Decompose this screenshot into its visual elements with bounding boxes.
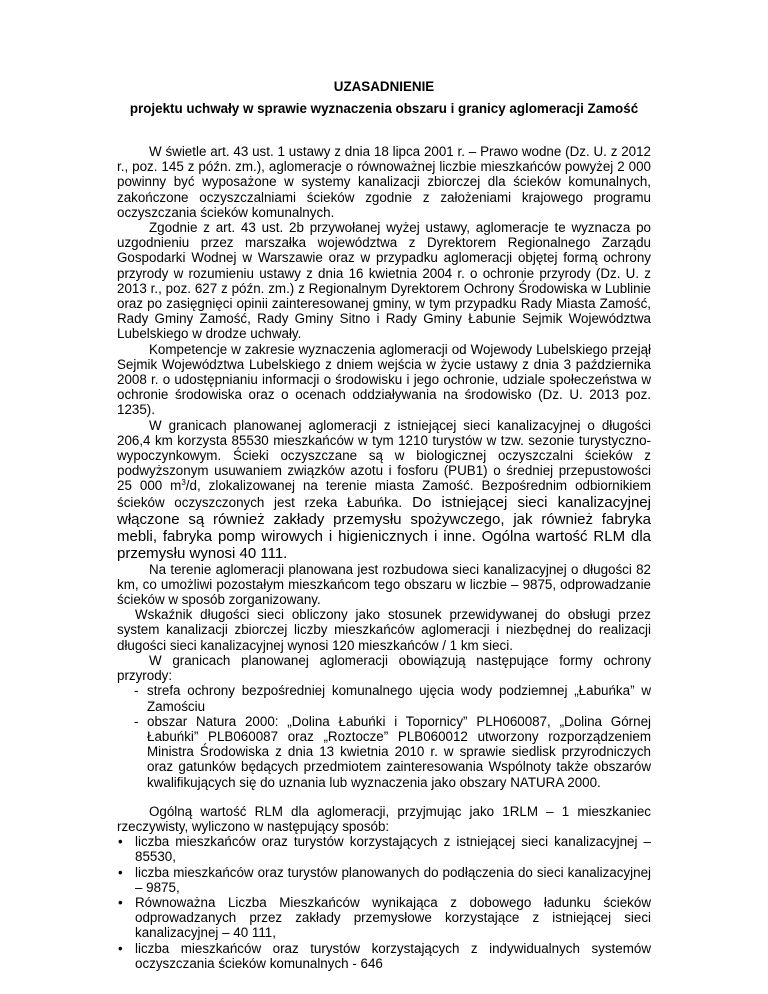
rlm-components-list — [117, 834, 651, 971]
list-item-text: obszar Natura 2000: „Dolina Łabuńki i Topornicy” PLH060087, „Dolina Górnej Łabuńki” PLB060087 oraz „Roztocze” PLB060012 utworzony rozporządzeniem Ministra Środowiska z dnia 13 kwietnia 2010 r. w sprawie siedlisk przyrodniczych oraz gatunków będących przedmiotem zainteresowania Wspólnoty także obszarów kwalifikujących się do uznania lub wyznaczenia jako obszary NATURA 2000. — [147, 713, 651, 790]
dash-marker: - — [134, 713, 139, 729]
paragraph-legal-basis: W świetle art. 43 ust. 1 ustawy z dnia 18 lipca 2001 r. – Prawo wodne (Dz. U. z 2012 r., poz. 145 z późn. zm.), aglomeracje o równoważnej liczbie mieszkańców powyżej 2 000 powinny być wyposażone w systemy kanalizacji zbiorczej dla ścieków komunalnych, zakończone oczyszczalniami ścieków zgodnie z założeniami krajowego programu oczyszczania ścieków komunalnych. — [117, 144, 651, 220]
bullet-marker: • — [118, 894, 123, 910]
document-body — [117, 144, 651, 971]
document-subtitle: projektu uchwały w sprawie wyznaczenia obszaru i granicy aglomeracji Zamość — [129, 101, 639, 116]
paragraph-existing-network — [117, 418, 651, 562]
list-item-text: strefa ochrony bezpośredniej komunalnego ujęcia wody podziemnej „Łabuńka” w Zamościu — [147, 683, 651, 714]
bullet-marker: • — [118, 834, 123, 850]
document-title: UZASADNIENIE — [333, 79, 435, 94]
paragraph-network-index: Wskaźnik długości sieci obliczony jako stosunek przewidywanej do obsługi przez system kanalizacji zbiorczej liczby mieszkańców aglomeracji i niezbędnej do realizacji długości sieci kanalizacyjnej wynosi 120 mieszkańców / 1 km sieci. — [117, 607, 651, 653]
list-item-text: liczba mieszkańców oraz turystów korzystających z istniejącej sieci kanalizacyjnej – 85530, — [135, 834, 651, 865]
bullet-marker: • — [118, 940, 123, 956]
list-item-text: Równoważna Liczba Mieszkańców wynikająca z dobowego ładunku ścieków odprowadzanych przez zakłady przemysłowe korzystające z istniejącej sieci kanalizacyjnej – 40 111, — [135, 894, 651, 941]
paragraph-designation: Zgodnie z art. 43 ust. 2b przywołanej wyżej ustawy, aglomeracje te wyznacza po uzgodnieniu przez marszałka województwa z Dyrektorem Regionalnego Zarządu Gospodarki Wodnej w Warszawie oraz w przypadku aglomeracji objętej formą ochrony przyrody w rozumieniu ustawy z dnia 16 kwietnia 2004 r. o ochronie przyrody (Dz. U. z 2013 r., poz. 627 z późn. zm.) z Regionalnym Dyrektorem Ochrony Środowiska w Lublinie oraz po zasięgnięci opinii zainteresowanej gminy, w tym przypadku Rady Miasta Zamość, Rady Gminy Zamość, Rady Gminy Sitno i Rady Gminy Łabunie Sejmik Województwa Lubelskiego w drodze uchwały. — [117, 220, 651, 342]
list-item-text: liczba mieszkańców oraz turystów korzystających z indywidualnych systemów oczyszczania ścieków komunalnych - 646 — [135, 940, 651, 971]
list-item-text: liczba mieszkańców oraz turystów planowanych do podłączenia do sieci kanalizacyjnej – 9875, — [135, 864, 651, 895]
protection-forms-list — [117, 683, 651, 789]
network-text-industry: Do istniejącej sieci kanalizacyjnej włączone są również zakłady przemysłu spożywczego, jak również fabryka mebli, fabryka pomp wirowych i higienicznych i inne. Ogólna wartość RLM dla przemysłu wynosi 40 111. — [117, 493, 651, 562]
network-text-b: /d, zlokalizowanej na terenie miasta Zamość. Bezpośrednim odbiornikiem ścieków oczyszczonych jest rzeka Łabuńka. — [117, 478, 651, 510]
cubic-superscript: 3 — [181, 478, 186, 488]
list-item — [117, 714, 651, 790]
paragraph-planned-network: Na terenie aglomeracji planowana jest rozbudowa sieci kanalizacyjnej o długości 82 km, co umożliwi pozostałym mieszkańcom tego obszaru w liczbie – 9875, odprowadzanie ścieków w sposób zorganizowany. — [117, 561, 651, 608]
spacer — [117, 790, 651, 804]
list-item — [117, 865, 651, 895]
list-item — [117, 895, 651, 941]
list-item — [117, 683, 651, 713]
paragraph-nature-protection: W granicach planowanej aglomeracji obowiązują następujące formy ochrony przyrody: — [117, 652, 651, 684]
paragraph-rlm-calculation: Ogólną wartość RLM dla aglomeracji, przyjmując jako 1RLM – 1 mieszkaniec rzeczywisty, wyliczono w następujący sposób: — [117, 803, 651, 834]
paragraph-competence: Kompetencje w zakresie wyznaczenia aglomeracji od Wojewody Lubelskiego przejął Sejmik Województwa Lubelskiego z dniem wejścia w życie ustawy z dnia 3 października 2008 r. o udostępnianiu informacji o środowisku i jego ochronie, udziale społeczeństwa w ochronie środowiska oraz o ocenach oddziaływania na środowisko (Dz. U. 2013 poz. 1235). — [117, 341, 651, 418]
dash-marker: - — [134, 683, 139, 699]
list-item — [117, 941, 651, 971]
bullet-marker: • — [118, 864, 123, 880]
network-text-a: W granicach planowanej aglomeracji z istniejącej sieci kanalizacyjnej o długości 206,4 km korzysta 85530 mieszkańców w tym 1210 turystów w tzw. sezonie turystyczno-wypoczynkowym. Ścieki oczyszczane są w biologicznej oczyszczalni ścieków z podwyższonym usuwaniem związków azotu i fosforu (PUB1) o średniej przepustowości 25 000 m — [117, 417, 651, 494]
list-item — [117, 834, 651, 864]
